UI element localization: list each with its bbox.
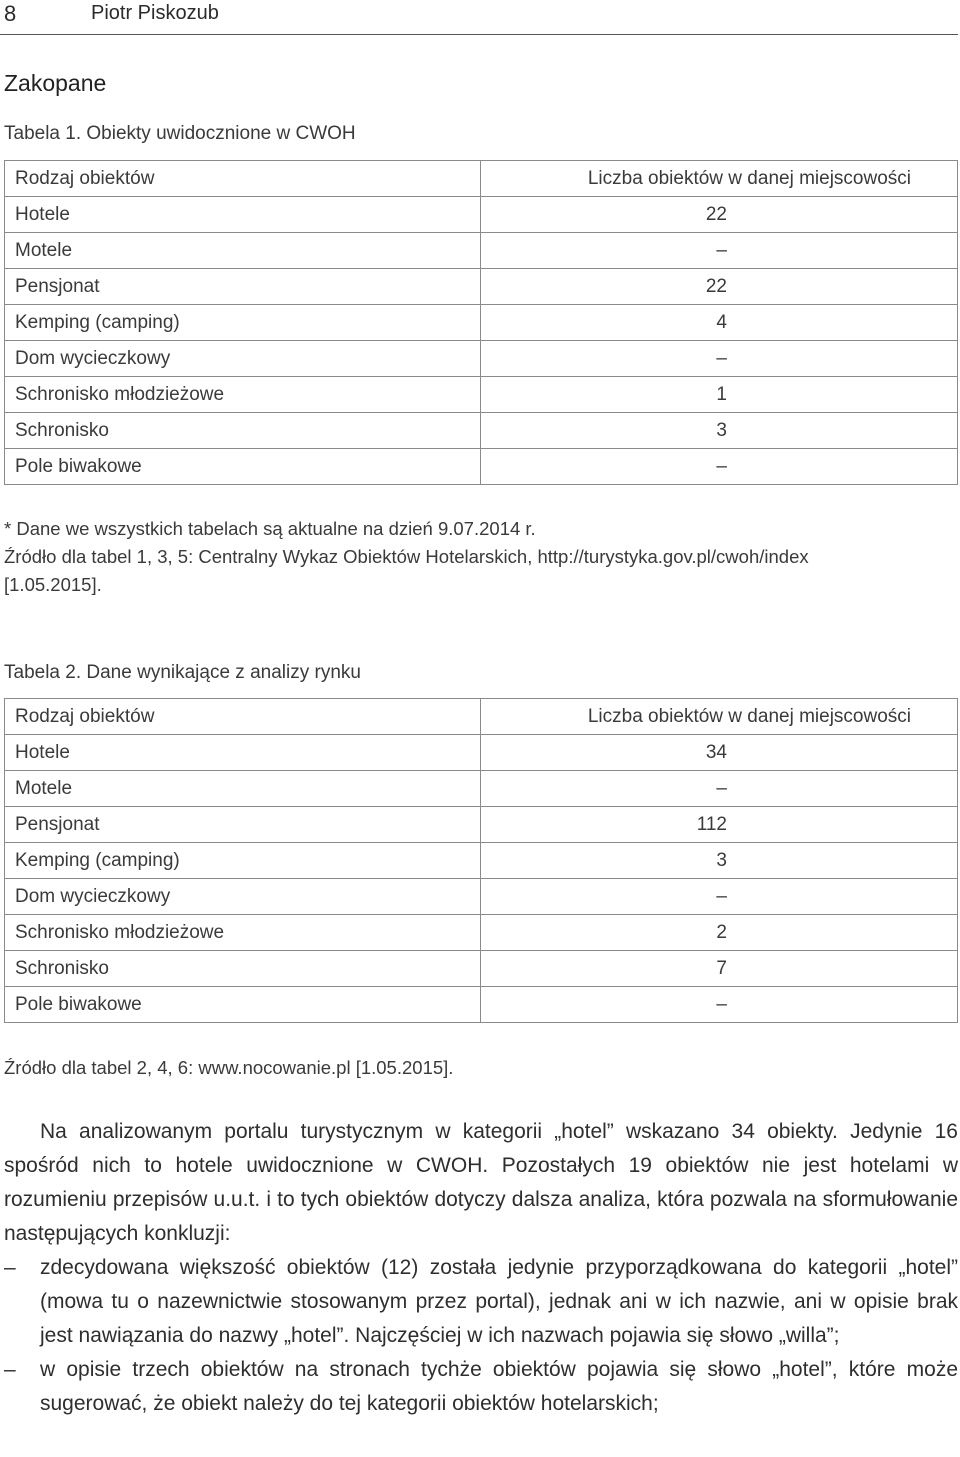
table2-source-note: Źródło dla tabel 2, 4, 6: www.nocowanie.pl [1.05.2015].: [4, 1057, 454, 1078]
table-header-row: [5, 699, 958, 735]
object-type-cell: Kemping (camping): [5, 305, 481, 341]
object-type-cell: Pole biwakowe: [5, 987, 481, 1023]
body-paragraph: Na analizowanym portalu turystycznym w kategorii „hotel” wskazano 34 obiekty. Jedynie 16 spośród nich to hotele uwidocznione w CWOH. Pozostałych 19 obiektów nie jest hotelami w rozumieniu przepisów u.u.t. i to tych obiektów dotyczy dalsza analiza, która pozwala na sformułowanie następujących konkluzji:: [4, 1120, 958, 1245]
list-dash: –: [4, 1358, 16, 1381]
column-header: Liczba obiektów w danej miejscowości: [481, 699, 958, 735]
table-header-row: [5, 161, 958, 197]
table-row: [5, 843, 958, 879]
data-date-note: * Dane we wszystkich tabelach są aktualne na dzień 9.07.2014 r.: [4, 518, 536, 539]
table2-caption: Tabela 2. Dane wynikające z analizy rynku: [4, 662, 361, 683]
object-count-cell: 1: [481, 377, 958, 413]
table-row: [5, 341, 958, 377]
table-row: [5, 377, 958, 413]
object-type-cell: Motele: [5, 233, 481, 269]
object-count-cell: 22: [481, 197, 958, 233]
object-count-cell: 3: [481, 413, 958, 449]
object-type-cell: Schronisko: [5, 951, 481, 987]
object-count-cell: 4: [481, 305, 958, 341]
object-type-cell: Schronisko młodzieżowe: [5, 915, 481, 951]
object-count-cell: 3: [481, 843, 958, 879]
table-row: [5, 269, 958, 305]
object-type-cell: Hotele: [5, 197, 481, 233]
table-row: [5, 197, 958, 233]
object-type-cell: Schronisko młodzieżowe: [5, 377, 481, 413]
object-count-cell: –: [481, 233, 958, 269]
object-count-cell: 112: [481, 807, 958, 843]
table-row: [5, 771, 958, 807]
list-item-text: zdecydowana większość obiektów (12) została jedynie przyporządkowana do kategorii „hotel” (mowa tu o nazewnictwie stosowanym przez portal), jednak ani w ich nazwie, ani w opisie brak jest nawiązania do nazwy „hotel”. Najczęściej w ich nazwach pojawia się słowo „willa”;: [40, 1256, 958, 1347]
header-rule: [0, 34, 958, 35]
table-row: [5, 233, 958, 269]
object-count-cell: 2: [481, 915, 958, 951]
running-head-author: Piotr Piskozub: [91, 2, 219, 24]
object-count-cell: –: [481, 771, 958, 807]
source-note-date: [1.05.2015].: [4, 574, 102, 595]
table-row: [5, 951, 958, 987]
object-count-cell: 7: [481, 951, 958, 987]
table-row: [5, 807, 958, 843]
column-header: Rodzaj obiektów: [5, 699, 481, 735]
section-title: Zakopane: [4, 70, 107, 96]
object-type-cell: Kemping (camping): [5, 843, 481, 879]
column-header: Rodzaj obiektów: [5, 161, 481, 197]
table1-notes: [4, 515, 954, 599]
list-dash: –: [4, 1256, 16, 1279]
object-type-cell: Dom wycieczkowy: [5, 879, 481, 915]
object-type-cell: Pensjonat: [5, 807, 481, 843]
table-row: [5, 915, 958, 951]
object-type-cell: Pensjonat: [5, 269, 481, 305]
object-count-cell: 22: [481, 269, 958, 305]
table-row: [5, 305, 958, 341]
conclusions-list: [4, 1251, 958, 1421]
list-item: [4, 1353, 958, 1421]
object-type-cell: Dom wycieczkowy: [5, 341, 481, 377]
table-row: [5, 987, 958, 1023]
list-item: [4, 1251, 958, 1353]
page-number: 8: [4, 1, 17, 26]
table2: [4, 698, 958, 1023]
object-type-cell: Motele: [5, 771, 481, 807]
object-type-cell: Pole biwakowe: [5, 449, 481, 485]
table-row: [5, 735, 958, 771]
object-type-cell: Hotele: [5, 735, 481, 771]
object-count-cell: –: [481, 987, 958, 1023]
object-count-cell: –: [481, 449, 958, 485]
table-row: [5, 413, 958, 449]
table1-caption: Tabela 1. Obiekty uwidocznione w CWOH: [4, 123, 356, 144]
body-text: [4, 1115, 958, 1421]
table-row: [5, 879, 958, 915]
list-item-text: w opisie trzech obiektów na stronach tychże obiektów pojawia się słowo „hotel”, które może sugerować, że obiekt należy do tej kategorii obiektów hotelarskich;: [40, 1358, 958, 1415]
object-count-cell: –: [481, 341, 958, 377]
page-header: [0, 0, 960, 36]
table1: [4, 160, 958, 485]
object-count-cell: 34: [481, 735, 958, 771]
object-type-cell: Schronisko: [5, 413, 481, 449]
table-row: [5, 449, 958, 485]
column-header: Liczba obiektów w danej miejscowości: [481, 161, 958, 197]
object-count-cell: –: [481, 879, 958, 915]
source-note: Źródło dla tabel 1, 3, 5: Centralny Wykaz Obiektów Hotelarskich, http://turystyka.gov.pl/cwoh/index: [4, 546, 809, 567]
